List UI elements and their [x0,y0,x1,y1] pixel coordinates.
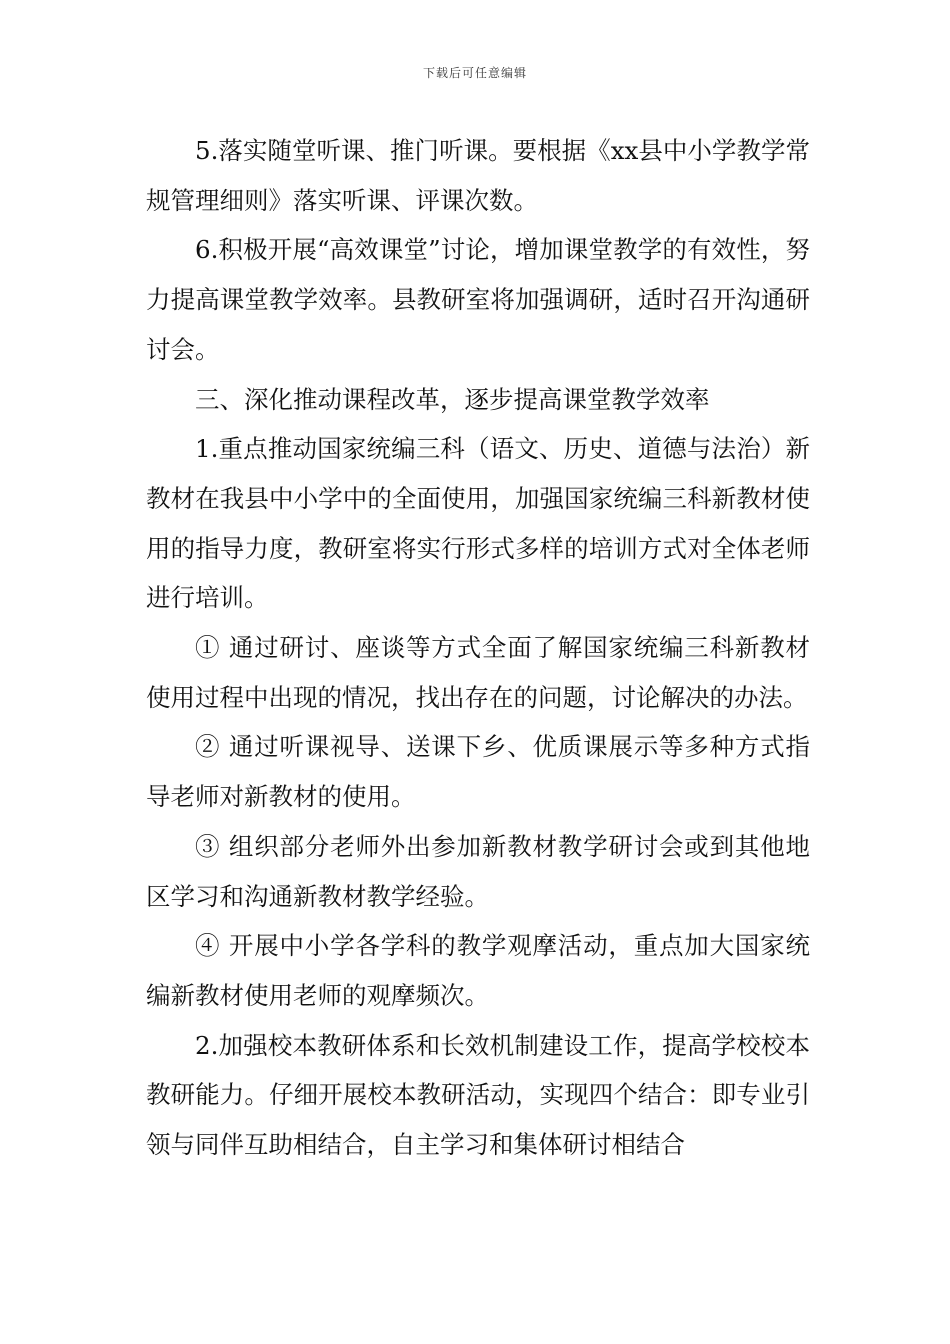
document-body [146,126,810,1170]
paragraph-item-1: 1.重点推动国家统编三科（语文、历史、道德与法治）新教材在我县中小学中的全面使用，加强国家统编三科新教材使用的指导力度，教研室将实行形式多样的培训方式对全体老师进行培训。 [146,434,810,613]
sub-item-4: ④ 开展中小学各学科的教学观摩活动，重点加大国家统编新教材使用老师的观摩频次。 [146,931,810,1010]
sub-item-2: ② 通过听课视导、送课下乡、优质课展示等多种方式指导老师对新教材的使用。 [146,732,810,812]
paragraph-item-2: 2.加强校本教研体系和长效机制建设工作，提高学校校本教研能力。仔细开展校本教研活动，实现四个结合：即专业引领与同伴互助相结合，自主学习和集体研讨相结合 [146,1030,810,1160]
paragraph-item-5: 5.落实随堂听课、推门听课。要根据《xx县中小学教学常规管理细则》落实听课、评课次数。 [146,136,810,215]
sub-item-3: ③ 组织部分老师外出参加新教材教学研讨会或到其他地区学习和沟通新教材教学经验。 [146,831,810,911]
paragraph-item-6: 6.积极开展“高效课堂”讨论，增加课堂教学的有效性，努力提高课堂教学效率。县教研室将加强调研，适时召开沟通研讨会。 [146,235,810,364]
section-heading-3: 三、深化推动课程改革，逐步提高课堂教学效率 [195,384,710,414]
page-header-note: 下载后可任意编辑 [422,66,527,80]
sub-item-1: ① 通过研讨、座谈等方式全面了解国家统编三科新教材使用过程中出现的情况，找出存在的问题，讨论解决的办法。 [146,633,810,712]
